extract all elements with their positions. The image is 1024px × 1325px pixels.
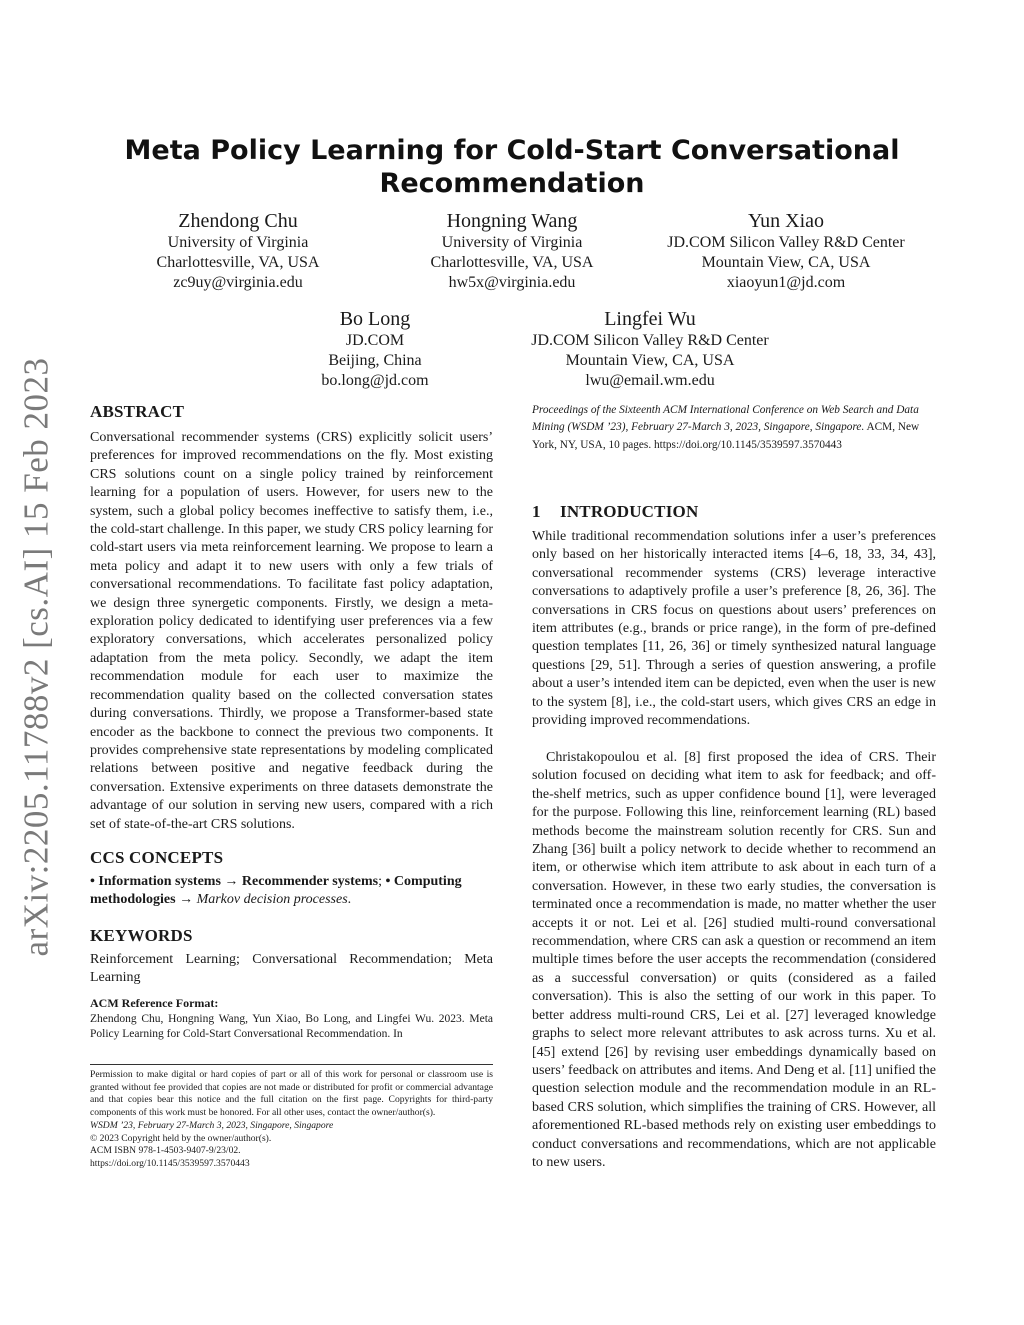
author-email[interactable]: lwu@email.wm.edu bbox=[585, 372, 715, 389]
permission-doi[interactable]: https://doi.org/10.1145/3539597.3570443 bbox=[90, 1157, 250, 1169]
author-location: Mountain View, CA, USA bbox=[701, 254, 871, 271]
author-location: Charlottesville, VA, USA bbox=[430, 254, 594, 271]
ccs-separator: ; bbox=[378, 874, 386, 889]
footnote-divider bbox=[90, 1064, 493, 1065]
ccs-concepts-text bbox=[90, 873, 493, 910]
author-affiliation: JD.COM Silicon Valley R&D Center bbox=[667, 234, 905, 251]
author-affiliation: University of Virginia bbox=[167, 234, 309, 251]
proceedings-citation bbox=[532, 402, 936, 454]
keywords-heading: KEYWORDS bbox=[90, 926, 193, 945]
author-name: Bo Long bbox=[339, 308, 411, 330]
author-affiliation: University of Virginia bbox=[441, 234, 583, 251]
section-number: 1 bbox=[532, 502, 541, 521]
ccs-bullet-2: • Computing methodologies bbox=[90, 874, 462, 908]
arxiv-identifier-text: arXiv:2205.11788v2 [cs.AI] 15 Feb 2023 bbox=[16, 357, 56, 957]
introduction-paragraph-1: While traditional recommendation solutions infer a user’s preferences only based on her historically interacted items [4–6, 18, 33, 34, 43], conversational recommender systems (CRS) leverage interactive conversations to adaptively profile a user’s preference [8, 26, 36]. The conversations in CRS focus on questions about users’ preferences on item attributes (e.g., brands or price range), in the form of pre-defined question templates [11, 26, 36] or timely synthesized natural language questions [29, 51]. Through a series of question answering, a profile about a user’s intended item can be depicted, even when the user is new to the system [8], i.e., the cold-start users, which gives CRS an edge in providing improved recommendations. bbox=[532, 529, 936, 729]
introduction-heading bbox=[532, 502, 698, 522]
ccs-arrow: → bbox=[175, 892, 197, 908]
author-affiliation: JD.COM bbox=[345, 332, 405, 349]
author-block bbox=[275, 308, 475, 391]
ccs-arrow: → bbox=[220, 874, 242, 889]
ccs-end: . bbox=[347, 892, 352, 908]
proceedings-venue: Proceedings of the Sixteenth ACM International Conference on Web Search and Data Mining (WSDM ’23), February 27-March 3, 2023, Singapore, Singapore. bbox=[532, 404, 919, 434]
author-name: Yun Xiao bbox=[747, 210, 825, 232]
ccs-concepts-heading: CCS CONCEPTS bbox=[90, 848, 224, 867]
author-block bbox=[402, 210, 622, 293]
abstract-text: Conversational recommender systems (CRS) explicitly solicit users’ preferences for improved recommendations on the fly. Most existing CRS solutions count on a single policy trained by reinforcement learning for a population of users. However, for users new to the system, such a global policy becomes ineffective to satisfy them, i.e., the cold-start challenge. In this paper, we study CRS policy learning for cold-start users via meta reinforcement learning. We propose to learn a meta policy and adapt it to new users with only a few trials of conversational recommendations. To facilitate fast policy adaptation, we design three synergetic components. Firstly, we design a meta-exploration policy dedicated to identifying user preferences via a few exploratory conversations, which accelerates personalized policy adaptation from the meta policy. Secondly, we adapt the item recommendation module for each user to maximize the recommendation quality based on the collected conversation states during conversations. Thirdly, we propose a Transformer-based state encoder as the backbone to connect the previous two components. It provides comprehensive state representations by modeling complicated relations between positive and negative feedback during the conversation. Extensive experiments on three datasets demonstrate the advantage of our solution in serving new users, compared with a rich set of state-of-the-art CRS solutions. bbox=[90, 430, 493, 832]
author-location: Mountain View, CA, USA bbox=[565, 352, 735, 369]
author-email[interactable]: xiaoyun1@jd.com bbox=[726, 274, 846, 291]
author-email[interactable]: bo.long@jd.com bbox=[321, 372, 429, 389]
permission-copyright: © 2023 Copyright held by the owner/author(s). bbox=[90, 1132, 272, 1144]
abstract-heading: ABSTRACT bbox=[90, 402, 185, 421]
permission-isbn: ACM ISBN 978-1-4503-9407-9/23/02. bbox=[90, 1145, 241, 1157]
author-block bbox=[500, 308, 800, 391]
permission-text: Permission to make digital or hard copies of part or all of this work for personal or classroom use is granted without fee provided that copies are not made or distributed for profit or commercial advantage and that copies bear this notice and the full citation on the first page. Copyrights for third-party components of this work must be honored. For all other uses, contact the owner/author(s). bbox=[90, 1069, 493, 1119]
proceedings-details: ACM, New York, NY, USA, 10 pages. https://doi.org/10.1145/3539597.3570443 bbox=[532, 421, 920, 451]
author-email[interactable]: hw5x@virginia.edu bbox=[448, 274, 576, 291]
author-name: Zhendong Chu bbox=[178, 210, 298, 232]
acm-reference-label: ACM Reference Format: bbox=[90, 996, 219, 1010]
introduction-paragraph-2: Christakopoulou et al. [8] first proposed the idea of CRS. Their solution focused on deciding what item to ask for feedback; and off-the-shelf metrics, such as upper confidence bound [1], were leveraged for the purpose. Following this line, reinforcement learning (RL) based methods become the mainstream solution recently for CRS. Sun and Zhang [36] built a policy network to decide whether to recommend an item, or otherwise which item attribute to ask about in each turn of a conversation. However, in these two early studies, the conversation is terminated once a recommendation is made, no matter whether the user accepts it or not. Lei et al. [26] studied multi-round conversational recommendation, where CRS can ask a question or recommend an item multiple times before the user accepts the recommendation (considered as a successful conversation) or quits (considered as a failed conversation). This is also the setting of our work in this paper. To better address multi-round CRS, Lei et al. [27] leveraged knowledge graphs to select more relevant attributes to ask across turns. Xu et al. [45] extend [26] by revising user embeddings dynamically based on users’ feedback on attributes and items. And Deng et al. [11] unified the question selection module and the recommendation module in an RL-based CRS solution, which simplifies the training of CRS. However, all aforementioned RL-based methods rely on existing user embeddings to conduct conversations and recommendations, which are not applicable to new users. bbox=[532, 750, 936, 1170]
paper-title: Meta Policy Learning for Cold-Start Conversational Recommendation bbox=[124, 135, 900, 199]
author-affiliation: JD.COM Silicon Valley R&D Center bbox=[531, 332, 769, 349]
author-block bbox=[128, 210, 348, 293]
author-location: Charlottesville, VA, USA bbox=[156, 254, 320, 271]
author-name: Hongning Wang bbox=[446, 210, 578, 232]
ccs-target-1: Recommender systems bbox=[241, 874, 379, 889]
author-email[interactable]: zc9uy@virginia.edu bbox=[173, 274, 303, 291]
keywords-text: Reinforcement Learning; Conversational Recommendation; Meta Learning bbox=[90, 952, 493, 986]
author-name: Lingfei Wu bbox=[604, 308, 696, 330]
acm-reference-text: Zhendong Chu, Hongning Wang, Yun Xiao, Bo Long, and Lingfei Wu. 2023. Meta Policy Learning for Cold-Start Conversational Recommendation. In bbox=[90, 1012, 493, 1040]
permission-notice bbox=[90, 1069, 493, 1171]
author-location: Beijing, China bbox=[328, 352, 422, 369]
arxiv-identifier bbox=[8, 357, 64, 957]
section-title: INTRODUCTION bbox=[560, 502, 699, 521]
permission-venue: WSDM ’23, February 27-March 3, 2023, Singapore, Singapore bbox=[90, 1119, 334, 1131]
ccs-target-2: Markov decision processes bbox=[196, 892, 348, 908]
acm-reference-format bbox=[90, 996, 493, 1043]
ccs-bullet-1: • Information systems bbox=[90, 874, 221, 889]
author-block bbox=[636, 210, 936, 293]
